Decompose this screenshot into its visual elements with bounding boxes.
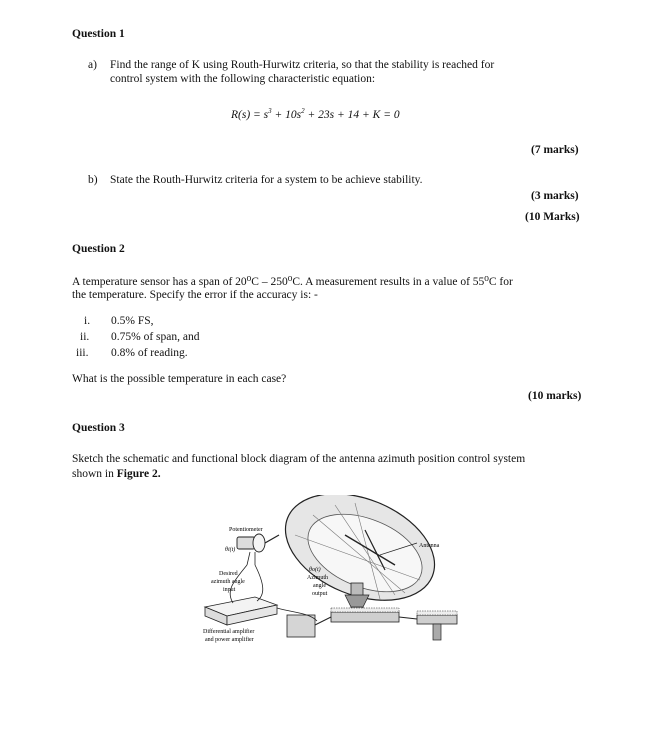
label-azimuth-1: Azimuth [307, 575, 328, 581]
label-theta-i: θi(t) [225, 547, 236, 553]
question-1-title: Question 1 [72, 28, 125, 40]
q1a-marks: (7 marks) [531, 144, 579, 156]
list-item: 0.75% of span, and [111, 331, 200, 343]
q2-text-line1: A temperature sensor has a span of 20⁰C – 250⁰C. A measurement results in a value of 55⁰C for [72, 276, 513, 288]
label-amplifier-2: and power amplifier [205, 637, 254, 643]
label-azimuth-2: angle [313, 583, 326, 589]
q3-text-line2: shown in Figure 2. [72, 468, 161, 480]
q1b-label: b) [88, 174, 98, 186]
label-desired-1: Desired [219, 571, 238, 577]
list-item-number: iii. [76, 347, 89, 359]
q1a-label: a) [88, 59, 97, 71]
label-potentiometer: Potentiometer [229, 527, 263, 533]
list-item-number: i. [84, 315, 91, 327]
list-item-number: ii. [80, 331, 90, 343]
q1b-text: State the Routh-Hurwitz criteria for a system to be achieve stability. [110, 174, 423, 186]
list-item: 0.5% FS, [111, 315, 154, 327]
q2-marks: (10 marks) [528, 390, 582, 402]
gear-icon [287, 608, 457, 640]
q1a-text-line1: Find the range of K using Routh-Hurwitz criteria, so that the stability is reached for [110, 59, 495, 71]
question-3-title: Question 3 [72, 422, 125, 434]
label-desired-3: input [223, 587, 236, 593]
label-desired-2: azimuth angle [211, 579, 245, 585]
q1a-text-line2: control system with the following characteristic equation: [110, 73, 376, 85]
label-antenna: Antenna [419, 543, 440, 549]
list-item: 0.8% of reading. [111, 347, 188, 359]
q2-text-line2: the temperature. Specify the error if the accuracy is: - [72, 289, 318, 301]
characteristic-equation: $R(s) = s^3 + 10s^2 + 23s + 14 + K = 0$ [231, 107, 400, 121]
label-theta-o: θo(t) [309, 567, 321, 573]
q3-text-line1: Sketch the schematic and functional block diagram of the antenna azimuth position control system [72, 453, 526, 465]
q1b-marks: (3 marks) [531, 190, 579, 202]
potentiometer-icon [237, 534, 279, 565]
dish-antenna-icon [270, 495, 451, 621]
q1-total-marks: (10 Marks) [525, 211, 580, 223]
label-azimuth-3: output [312, 591, 328, 597]
label-amplifier-1: Differential amplifier [203, 629, 255, 635]
q2-question: What is the possible temperature in each case? [72, 373, 287, 385]
question-2-title: Question 2 [72, 243, 125, 255]
antenna-azimuth-figure [195, 495, 467, 655]
